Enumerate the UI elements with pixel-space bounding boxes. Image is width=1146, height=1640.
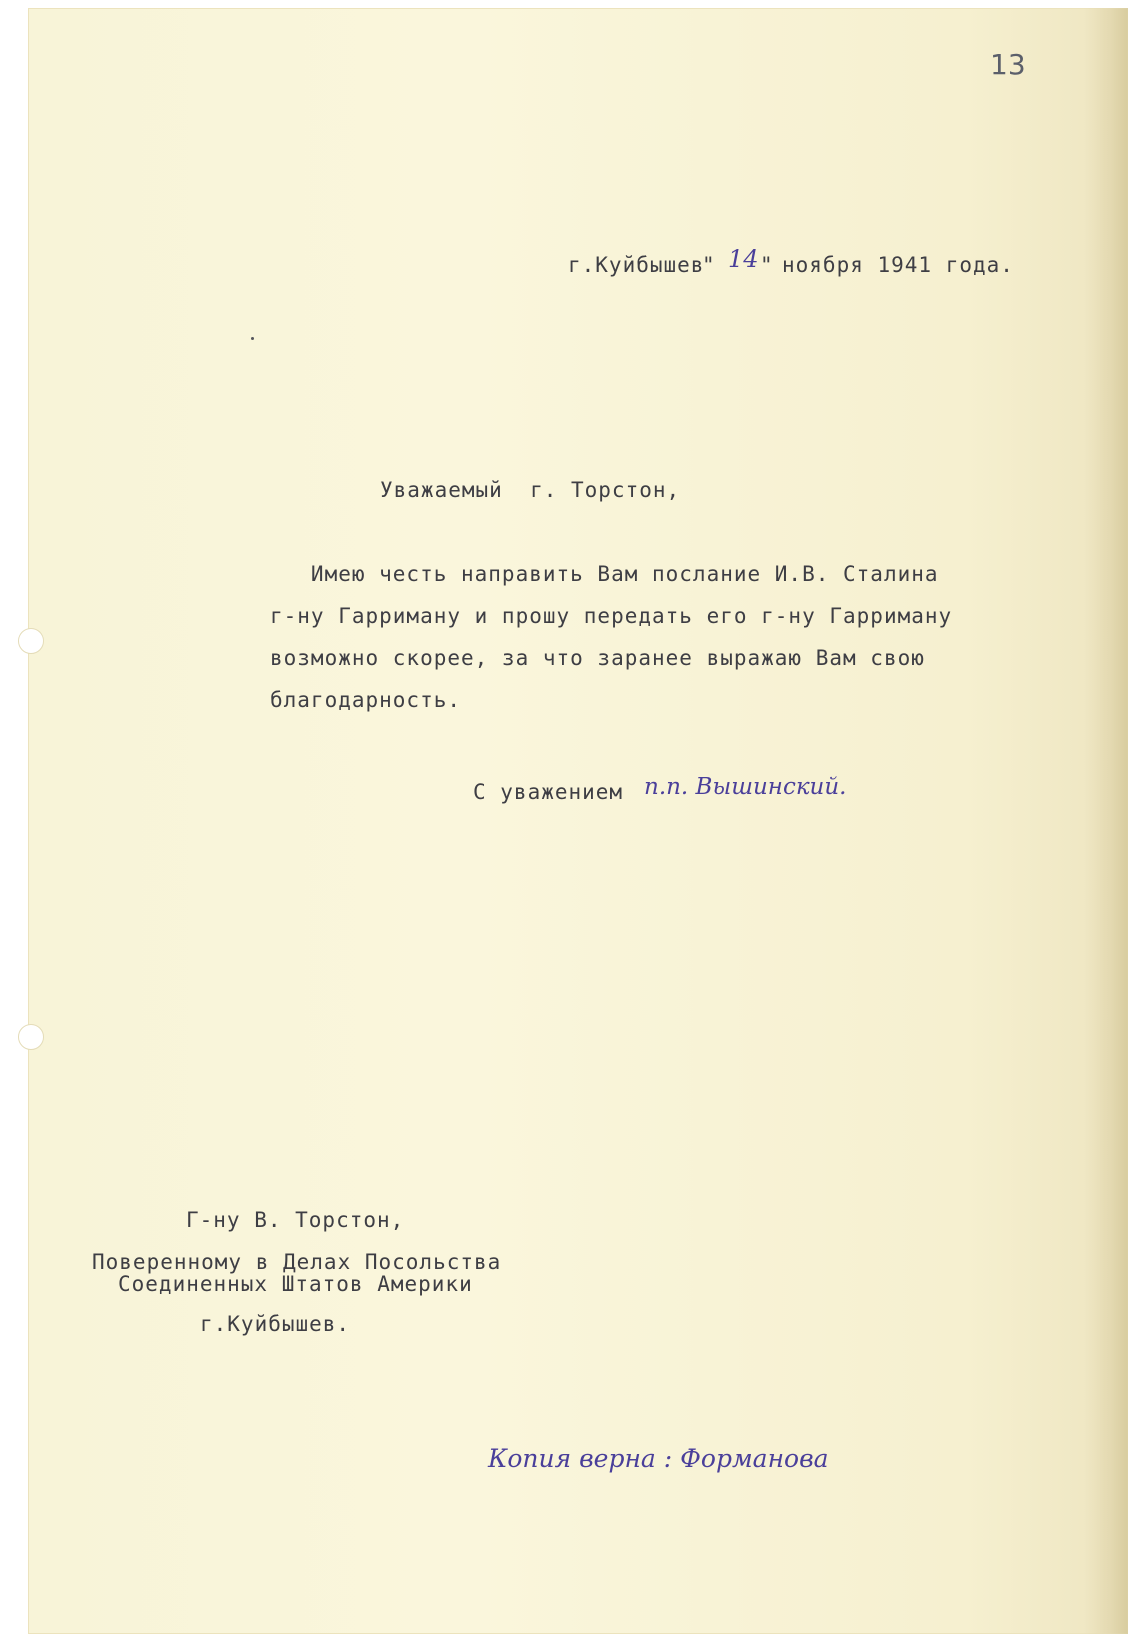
body-line: благодарность.	[270, 688, 462, 712]
punch-hole	[18, 628, 44, 654]
paper-edge	[1084, 8, 1128, 1634]
letter-sheet	[28, 8, 1128, 1634]
recipient-title-line2: Соединенных Штатов Америки	[118, 1272, 473, 1296]
body-line: г-ну Гарриману и прошу передать его г-ну Гарриману	[270, 604, 953, 628]
ink-speck	[251, 337, 254, 340]
punch-hole	[18, 1024, 44, 1050]
place-city: г.Куйбышев	[568, 253, 705, 277]
recipient-city: г.Куйбышев.	[200, 1312, 351, 1336]
recipient-title-line1: Поверенному в Делах Посольства	[92, 1250, 502, 1274]
signature: п.п. Вышинский.	[644, 774, 847, 800]
recipient-name: Г-ну В. Торстон,	[186, 1208, 405, 1232]
closing: С уважением	[473, 780, 624, 804]
quote-open: "	[702, 253, 716, 277]
date-rest: ноября 1941 года.	[782, 253, 1014, 277]
quote-close: "	[760, 253, 774, 277]
body-line: Имею честь направить Вам послание И.В. Сталина	[270, 562, 939, 586]
body-line: возможно скорее, за что заранее выражаю Вам свою	[270, 646, 925, 670]
folio-number: 13	[990, 48, 1026, 81]
salutation: Уважаемый г. Торстон,	[380, 478, 681, 502]
copy-certification-note: Копия верна : Форманова	[488, 1444, 829, 1473]
date-day-handwritten: 14	[728, 245, 759, 273]
